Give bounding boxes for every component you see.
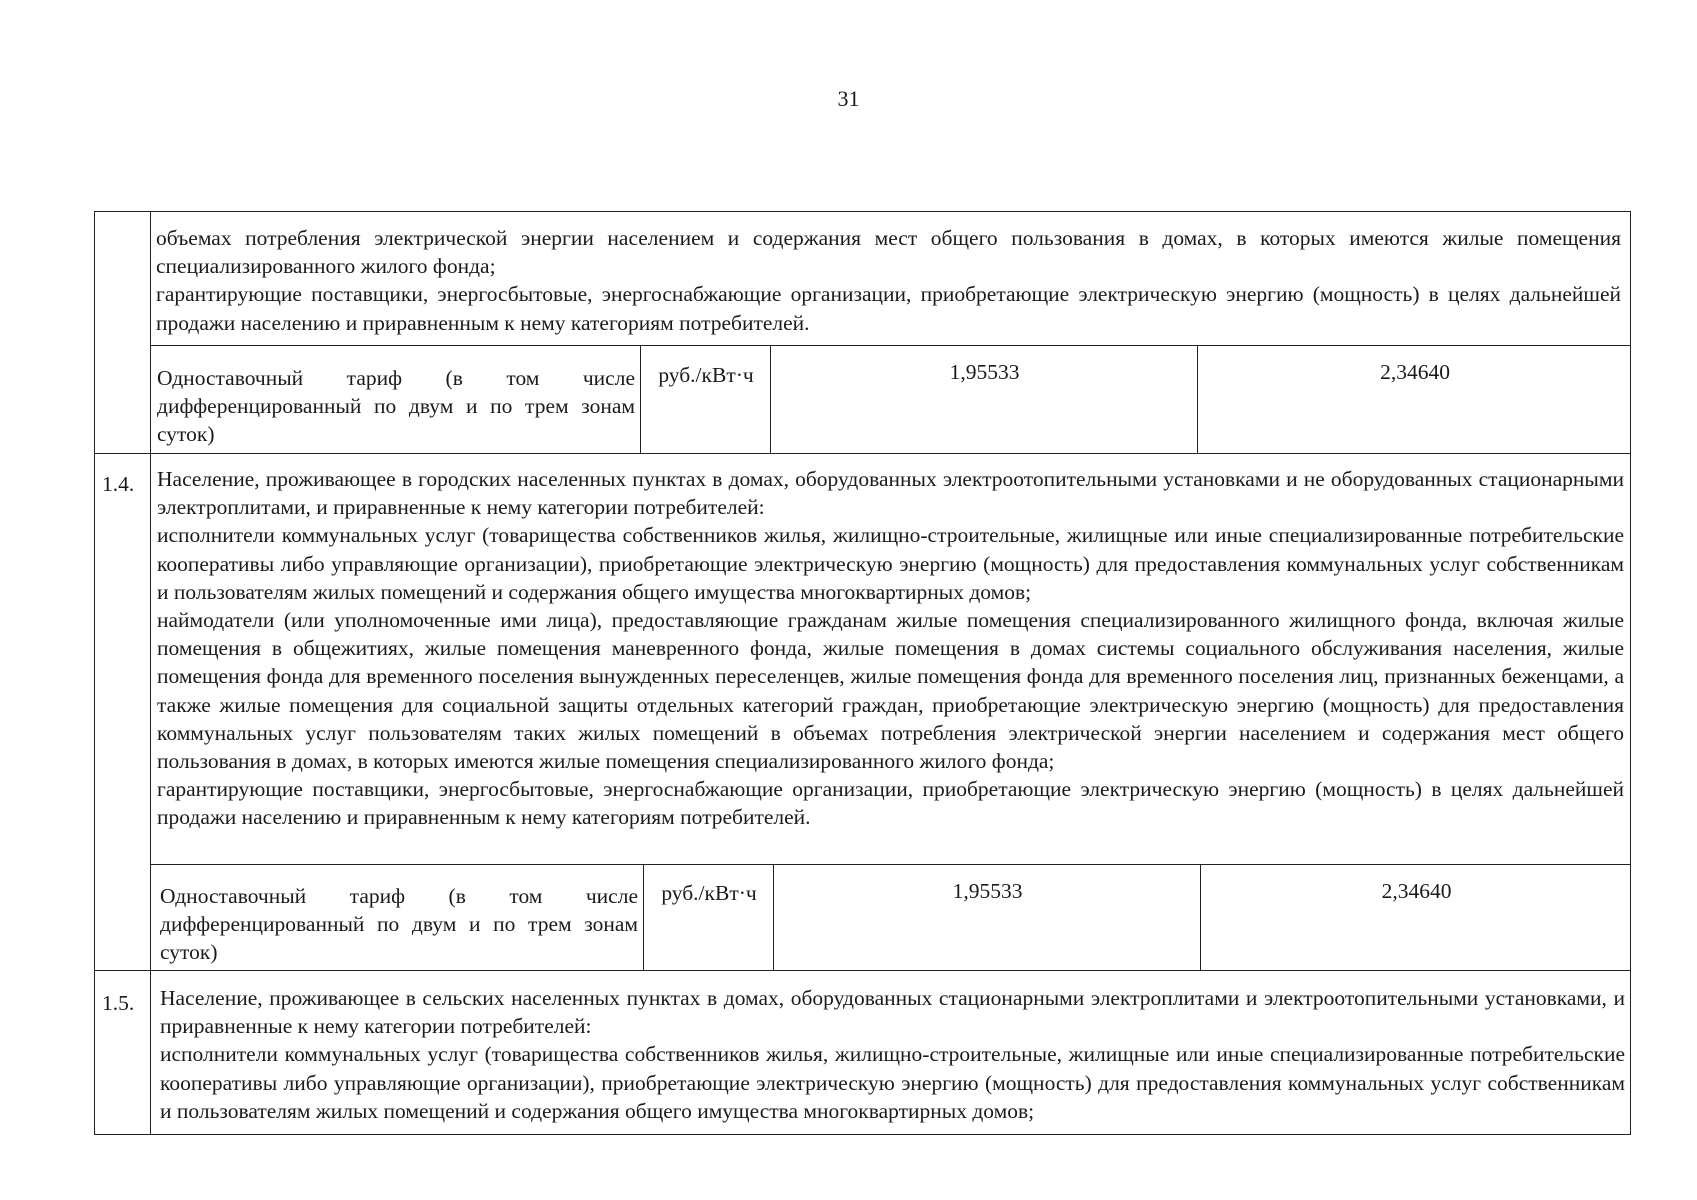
paragraph: Население, проживающее в городских населенных пунктах в домах, оборудованных электроотопительными установками и не оборудованных стационарными электроплитами, и приравненные к нему категории потребителей: bbox=[157, 467, 1624, 520]
paragraph: наймодатели (или уполномоченные ими лица), предоставляющие гражданам жилые помещения специализированного жилищного фонда, включая жилые помещения в общежитиях, жилые помещения маневренного фонда, жилые помещения в домах системы социального обслуживания населения, жилые помещения фонда для временного поселения вынужденных переселенцев, жилые помещения фонда для временного поселения лиц, признанных беженцами, а также жилые помещения для социальной защиты отдельных категорий граждан, приобретающие электрическую энергию (мощность) для предоставления коммунальных услуг пользователям таких жилых помещений в объемах потребления электрической энергии населением и содержания мест общего пользования в домах, в которых имеются жилые помещения специализированного жилого фонда; bbox=[157, 608, 1624, 774]
row-number: 1.4. bbox=[102, 472, 135, 496]
tariff-unit: руб./кВт·ч bbox=[661, 881, 757, 905]
tariff-value-2: 2,34640 bbox=[1381, 879, 1452, 903]
paragraph: исполнители коммунальных услуг (товарищества собственников жилья, жилищно-строительные, жилищные или иные специализированные потребительские кооперативы либо управляющие организации), приобретающие электрическую энергию (мощность) для предоставления коммунальных услуг собственникам и пользователям жилых помещений и содержания общего имущества многоквартирных домов; bbox=[160, 1042, 1625, 1123]
tariff-name: Одноставочный тариф (в том числе дифференцированный по двум и по трем зонам суток) bbox=[160, 884, 638, 965]
tariff-value-1: 1,95533 bbox=[949, 360, 1020, 384]
tariff-name: Одноставочный тариф (в том числе дифференцированный по двум и по трем зонам суток) bbox=[157, 366, 635, 447]
paragraph: гарантирующие поставщики, энергосбытовые, энергоснабжающие организации, приобретающие электрическую энергию (мощность) в целях дальнейшей продажи населению и приравненным к нему категориям потребителей. bbox=[157, 777, 1624, 830]
column-divider bbox=[1197, 345, 1198, 453]
column-divider bbox=[1200, 864, 1201, 970]
tariff-value-2: 2,34640 bbox=[1380, 360, 1450, 384]
row-divider bbox=[150, 345, 1631, 346]
row-number: 1.5. bbox=[102, 991, 135, 1015]
column-divider bbox=[773, 864, 774, 970]
row-divider bbox=[94, 453, 1631, 454]
column-divider bbox=[643, 864, 644, 970]
row-divider bbox=[150, 864, 1631, 865]
column-divider bbox=[770, 345, 771, 453]
tariff-unit: руб./кВт·ч bbox=[658, 363, 754, 387]
row-divider bbox=[94, 970, 1631, 971]
paragraph: гарантирующие поставщики, энергосбытовые, энергоснабжающие организации, приобретающие электрическую энергию (мощность) в целях дальнейшей продажи населению и приравненным к нему категориям потребителей. bbox=[156, 282, 1621, 335]
row-description bbox=[160, 984, 1625, 1125]
number-column-divider bbox=[150, 211, 151, 1135]
column-divider bbox=[640, 345, 641, 453]
paragraph: объемах потребления электрической энергии населением и содержания мест общего пользования в домах, в которых имеются жилые помещения специализированного жилого фонда; bbox=[156, 226, 1621, 279]
paragraph: исполнители коммунальных услуг (товарищества собственников жилья, жилищно-строительные, жилищные или иные специализированные потребительские кооперативы либо управляющие организации), приобретающие электрическую энергию (мощность) для предоставления коммунальных услуг собственникам и пользователям жилых помещений и содержания общего имущества многоквартирных домов; bbox=[157, 523, 1624, 604]
row-description bbox=[157, 465, 1624, 832]
page-number: 31 bbox=[837, 86, 860, 111]
row-continuation-text bbox=[156, 224, 1621, 337]
paragraph: Население, проживающее в сельских населенных пунктах в домах, оборудованных стационарными электроплитами и электроотопительными установками, и приравненные к нему категории потребителей: bbox=[160, 986, 1625, 1039]
tariff-value-1: 1,95533 bbox=[952, 879, 1023, 903]
